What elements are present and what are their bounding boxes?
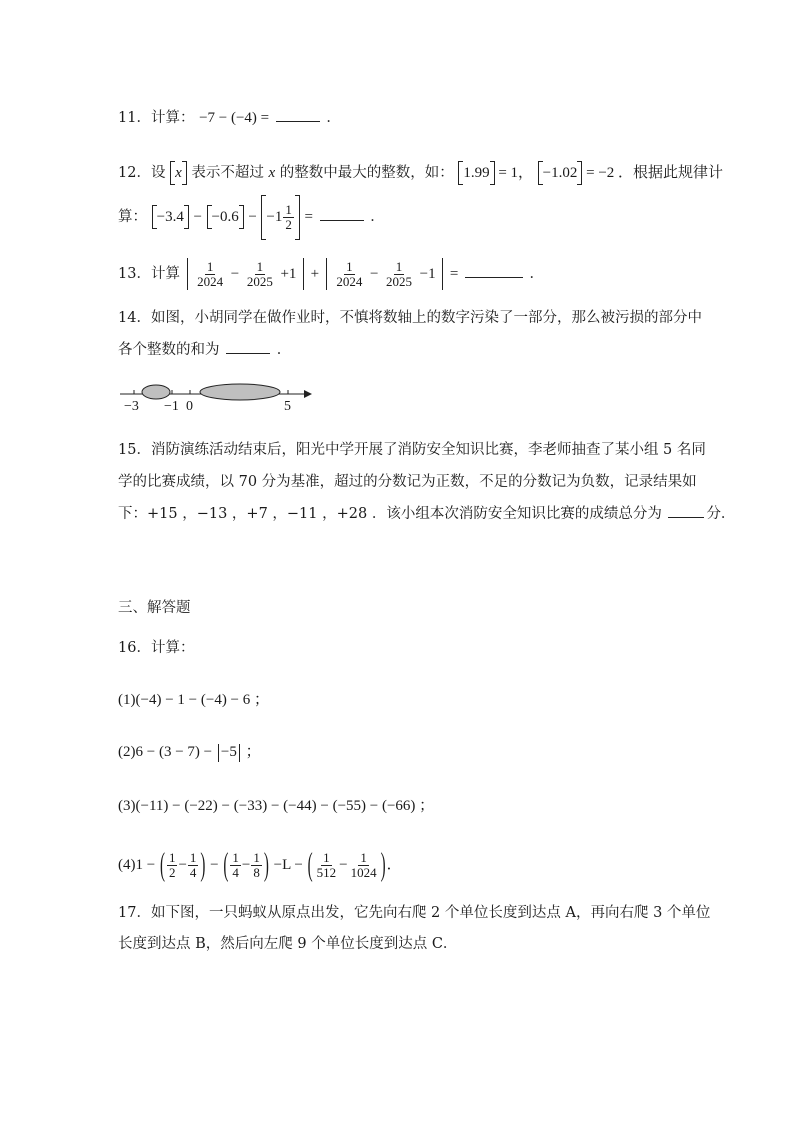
label-0: 0 [186, 399, 193, 414]
stain-left [142, 385, 170, 399]
q16-f4-den: 8 [253, 865, 260, 880]
question-16-label: 16．计算： [118, 640, 195, 656]
q16-part4: (4)1 − ( $\frac{1}{2}$ − $\frac{1}{4}$ ) − ( $\frac{1}{4}$ − $\frac{1}{8}$ ) −L − ( $\frac{1}{512}$ − $\frac{1}{1024}$ )． [118, 847, 402, 884]
question-14-line2 [118, 339, 291, 360]
q12-term3-den: 2 [285, 217, 292, 232]
q12-example1-result: = 1， [494, 165, 534, 181]
q13-f4-num: 1 [395, 258, 403, 274]
q16-part2-abs: −5 [220, 744, 237, 760]
q16-f6-den: 1024 [350, 865, 377, 880]
q12-term1: −3.4 [152, 207, 189, 227]
q16-part4-end: ． [386, 856, 402, 873]
question-17-line1: 17．如下图，一只蚂蚁从原点出发，它先向右爬 2 个单位长度到达点 A，再向右爬 3 个单位 [118, 905, 711, 921]
q11-expression: −7 − (−4) = [199, 110, 270, 126]
q12-label: 12．设 [118, 165, 166, 181]
q12-term2: −0.6 [207, 207, 244, 227]
question-17-line2: 长度到达点 B，然后向左爬 9 个单位长度到达点 C． [118, 936, 458, 952]
q12-example2-result: = −2 ．根据此规律计 [582, 165, 724, 181]
axis-arrow [304, 390, 312, 398]
q16-part1: (1)(−4) − 1 − (−4) − 6 ； [118, 692, 270, 708]
q16-f1-num: 1 [168, 850, 176, 865]
q16-part2-a: (2)6 − (3 − 7) − [118, 744, 213, 760]
q15-line3-end: 分． [706, 506, 736, 522]
question-13: 13．计算 $\frac{1}{2024}$ − $\frac{1}{2025}$ +1 + $\frac{1}{2024}$ − $\frac{1}{2025}$ −1 = ． [118, 258, 545, 289]
q16-f2-num: 1 [189, 850, 197, 865]
q16-f2-den: 4 [189, 865, 197, 880]
number-line-figure [112, 380, 322, 414]
question-15-line1: 15．消防演练活动结束后，阳光中学开展了消防安全知识比赛，李老师抽查了某小组 5 名同 [118, 442, 706, 458]
q13-end: ． [529, 266, 545, 282]
q16-f5-num: 1 [323, 850, 330, 865]
q13-answer-blank[interactable] [465, 263, 523, 278]
q12-example2: −1.02 [538, 163, 583, 183]
q13-f1-num: 1 [206, 258, 214, 274]
question-15-line3 [118, 503, 735, 524]
q16-f1-den: 2 [168, 865, 176, 880]
q14-end: ． [276, 342, 292, 358]
q12-term3-num: 1 [285, 202, 292, 217]
q13-plus1: +1 [280, 266, 297, 282]
q12-text1: 表示不超过 [191, 165, 264, 181]
q12-x-var: x [268, 165, 276, 181]
q12-term3 [261, 203, 299, 232]
q13-f3-den: 2024 [336, 273, 363, 289]
q16-part4-a: (4)1 − [118, 856, 156, 873]
q12-floor-x: x [170, 163, 187, 183]
q11-answer-blank[interactable] [276, 107, 320, 122]
q11-label: 11．计算： [118, 110, 195, 126]
q13-f2-den: 2025 [246, 273, 273, 289]
q14-answer-blank[interactable] [226, 339, 270, 354]
section-heading: 三、解答题 [118, 600, 191, 616]
q15-answer-blank[interactable] [668, 503, 704, 518]
question-14-line1: 14．如图，小胡同学在做作业时，不慎将数轴上的数字污染了一部分，那么被污损的部分中 [118, 310, 702, 326]
label-neg1: −1 [164, 399, 179, 414]
q13-f2-num: 1 [256, 258, 264, 274]
question-12-line2: 算： −3.4 − −0.6 − −1 $\frac{1}{2}$ = ． [118, 202, 385, 232]
q12-example1: 1.99 [458, 163, 494, 183]
stain-right [200, 384, 280, 400]
q16-part4-mid: −L − [273, 856, 303, 873]
q13-equals: = [449, 266, 459, 282]
q14-line2-text: 各个整数的和为 [118, 342, 220, 358]
q12-line2-label: 算： [118, 208, 147, 225]
question-15-line2: 学的比赛成绩，以 70 分为基准，超过的分数记为正数，不足的分数记为负数，记录结果如 [118, 474, 697, 490]
q16-f4-num: 1 [253, 850, 260, 865]
q15-line3-text: 下：+15 ，−13 ，+7 ，−11 ，+28 ．该小组本次消防安全知识比赛的成绩总分为 [118, 506, 662, 522]
q16-f3-num: 1 [232, 850, 239, 865]
q13-minus1: −1 [419, 266, 436, 282]
q12-term3-whole: −1 [266, 208, 283, 225]
q13-label: 13．计算 [118, 266, 180, 282]
q16-f6-num: 1 [360, 850, 367, 865]
q13-f1-den: 2024 [197, 273, 224, 289]
question-11 [118, 107, 341, 128]
label-neg3: −3 [124, 399, 139, 414]
q16-part2-end: ； [245, 744, 261, 760]
q13-f4-den: 2025 [386, 273, 413, 289]
q16-f5-den: 512 [316, 865, 337, 880]
q12-text2: 的整数中最大的整数，如： [279, 165, 454, 181]
question-12-line1 [118, 163, 723, 183]
q16-part3: (3)(−11) − (−22) − (−33) − (−44) − (−55) − (−66) ； [118, 798, 435, 814]
q11-end: ． [326, 110, 341, 126]
label-5: 5 [284, 399, 291, 414]
q16-part2 [118, 742, 261, 762]
q13-f3-num: 1 [346, 258, 353, 274]
q12-answer-blank[interactable] [320, 206, 364, 221]
q16-f3-den: 4 [232, 865, 239, 880]
q12-end: ． [370, 208, 385, 225]
